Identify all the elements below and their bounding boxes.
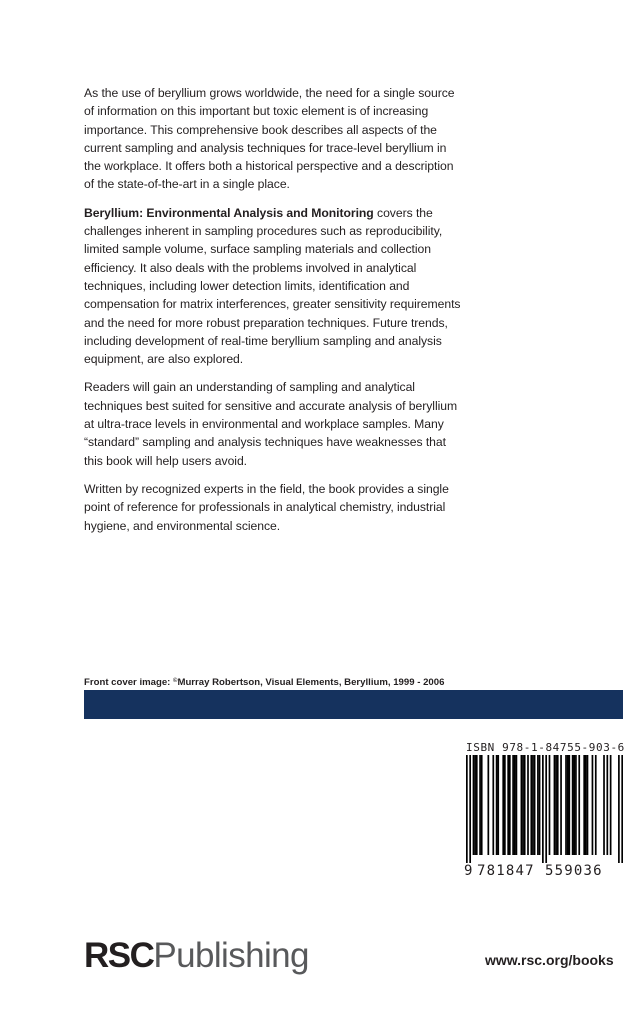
barcode-bar: [542, 755, 544, 863]
barcode-bar: [514, 755, 516, 855]
blurb-paragraph-2-text: covers the challenges inherent in sampling procedures such as reproducibility, limited sample volume, surface sampling materials and collection efficiency. It also deals with the problems involved in analytical techniques, including lower detection limits, identification and compensation for matrix interferences, greater sensitivity requirements and the need for more robust preparation techniques. Future trends, including development of real-time beryllium sampling and analysis equipment, are also explored.: [84, 205, 461, 367]
barcode-bar: [578, 755, 580, 855]
barcode-bar: [466, 755, 468, 863]
barcode-bar: [575, 755, 577, 855]
blurb-paragraph-4: Written by recognized experts in the field, the book provides a single point of reference for professionals in analytical chemistry, industrial hygiene, and environmental science.: [84, 481, 449, 533]
back-cover-blurb: [84, 84, 464, 545]
barcode-bar: [587, 755, 589, 855]
credit-text: Murray Robertson, Visual Elements, Beryllium, 1999 - 2006: [177, 677, 445, 688]
copyright-symbol: ©: [173, 678, 178, 684]
barcode-bar: [474, 755, 476, 855]
barcode-bar: [567, 755, 569, 855]
barcode-bar: [534, 755, 536, 855]
barcode-bar: [504, 755, 506, 855]
barcode-bar: [530, 755, 532, 855]
barcode-bar: [473, 755, 475, 855]
ean-left-digits: 781847: [477, 863, 535, 879]
barcode-bar: [572, 755, 574, 855]
barcode-bar: [537, 755, 539, 855]
barcode-bar: [610, 755, 612, 855]
blue-band: [84, 690, 623, 719]
barcode-bar: [595, 755, 597, 855]
logo-publishing: Publishing: [153, 936, 309, 975]
barcode-bar: [476, 755, 478, 855]
barcode-bar: [560, 755, 562, 855]
barcode-bar: [565, 755, 567, 855]
barcode-bar: [592, 755, 594, 855]
barcode-bar: [507, 755, 509, 855]
barcode-bar: [509, 755, 511, 855]
barcode-bar: [487, 755, 489, 855]
credit-prefix: Front cover image:: [84, 677, 174, 688]
barcode-bar: [621, 755, 623, 863]
cover-image-credit: [84, 675, 604, 689]
barcode-bar: [524, 755, 526, 855]
publisher-url: www.rsc.org/books: [485, 952, 614, 968]
barcode-bar: [492, 755, 494, 855]
barcode-bar: [603, 755, 605, 855]
barcode-bar: [496, 755, 498, 855]
barcode-bar: [618, 755, 620, 863]
barcode-bar: [522, 755, 524, 855]
barcode-bar: [568, 755, 570, 855]
barcode-bar: [521, 755, 523, 855]
barcode-bar: [497, 755, 499, 855]
rsc-publishing-logo: [84, 936, 309, 976]
barcode-bar: [557, 755, 559, 855]
barcode-bar: [502, 755, 504, 855]
barcode-bar: [606, 755, 608, 855]
ean-right-digits: 559036: [545, 863, 603, 879]
barcode-bar: [469, 755, 471, 863]
barcode-bar: [539, 755, 541, 855]
isbn-label: ISBN 978-1-84755-903-6: [466, 741, 625, 754]
ean-first-digit: 9: [464, 863, 473, 879]
barcode-bar: [527, 755, 529, 855]
barcode-bar: [555, 755, 557, 855]
logo-rsc: RSC: [84, 936, 154, 975]
barcode-bar: [583, 755, 585, 855]
barcode-bar: [573, 755, 575, 855]
blurb-paragraph-1: As the use of beryllium grows worldwide, the need for a single source of information on this important but toxic element is of increasing importance. This comprehensive book describes all aspects of the current sampling and analysis techniques for trace-level beryllium in the workplace. It offers both a historical perspective and a description of the state-of-the-art in a single place.: [84, 86, 455, 192]
book-title: Beryllium: Environmental Analysis and Monitoring: [84, 205, 374, 220]
barcode-bar: [479, 755, 481, 855]
blurb-paragraph-3: Readers will gain an understanding of sampling and analytical techniques best suited for sensitive and accurate analysis of beryllium at ultra-trace levels in environmental and workplace samples. Many “standard” sampling and analysis techniques have weaknesses that this book will help users avoid.: [84, 380, 458, 468]
barcode-bar: [512, 755, 514, 855]
barcode-bar: [549, 755, 551, 855]
barcode-bar: [516, 755, 518, 855]
barcode-bar: [545, 755, 547, 863]
blurb-paragraph-2: [84, 204, 464, 369]
barcode-bar: [532, 755, 534, 855]
isbn-barcode: [466, 755, 623, 863]
barcode-bar: [481, 755, 483, 855]
barcode-bar: [554, 755, 556, 855]
barcode-bar: [585, 755, 587, 855]
